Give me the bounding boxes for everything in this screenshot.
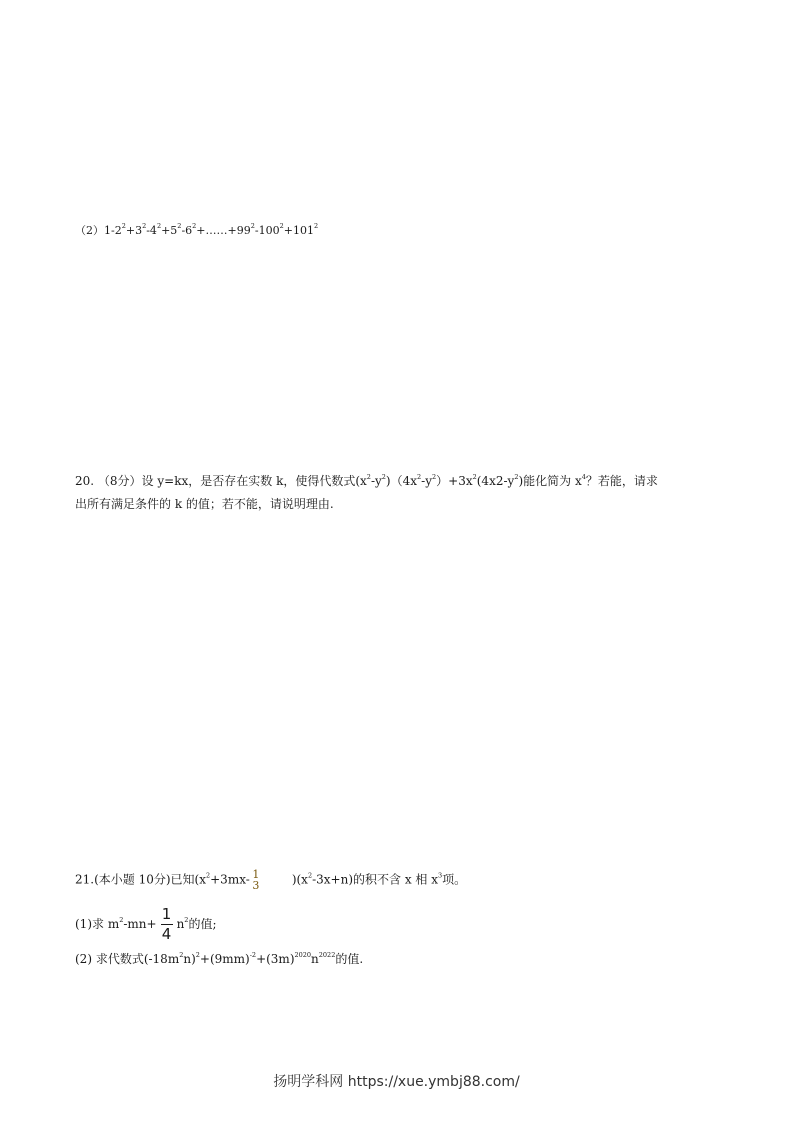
q20-line-1: 20. （8分）设 y=kx，是否存在实数 k，使得代数式$(x^2-y^2)(4x^2-y^2)+3x^2(4x2-y^2)$能化简为 $x^4$？若能，请求 bbox=[75, 473, 658, 488]
q20-number: 20. bbox=[75, 474, 95, 488]
page-footer-watermark: 扬明学科网 https://xue.ymbj88.com/ bbox=[273, 1074, 520, 1090]
q21-part1: (1)求 $m^2-mn+$ $\frac{1}{4}$ $n^2$的值; bbox=[75, 905, 217, 943]
fraction-one-quarter: $\frac{1}{4}$ bbox=[161, 905, 172, 943]
q20-line-2: 出所有满足条件的 k 的值；若不能，请说明理由. bbox=[75, 497, 334, 511]
q21-header: 21.(本小题 10分)已知($x^2+3mx-$ 1 3 )$(x^2-3x+n)$的积不含 x 相 $x^3$项。 bbox=[75, 868, 467, 892]
q21-part2: (2) 求代数式$(-18m^2n)^2+(9mm)^{-2}+(3m)^{2020}n^{2022}$的值. bbox=[75, 951, 364, 966]
q20-points: （8分） bbox=[97, 474, 142, 488]
fraction-one-third: 1 3 bbox=[252, 868, 260, 892]
q19-part2-expression: $(2)1-2^2+3^2-4^2+5^2-6^2+\dots\dots+99^2-100^2+101^2$ bbox=[75, 222, 319, 237]
